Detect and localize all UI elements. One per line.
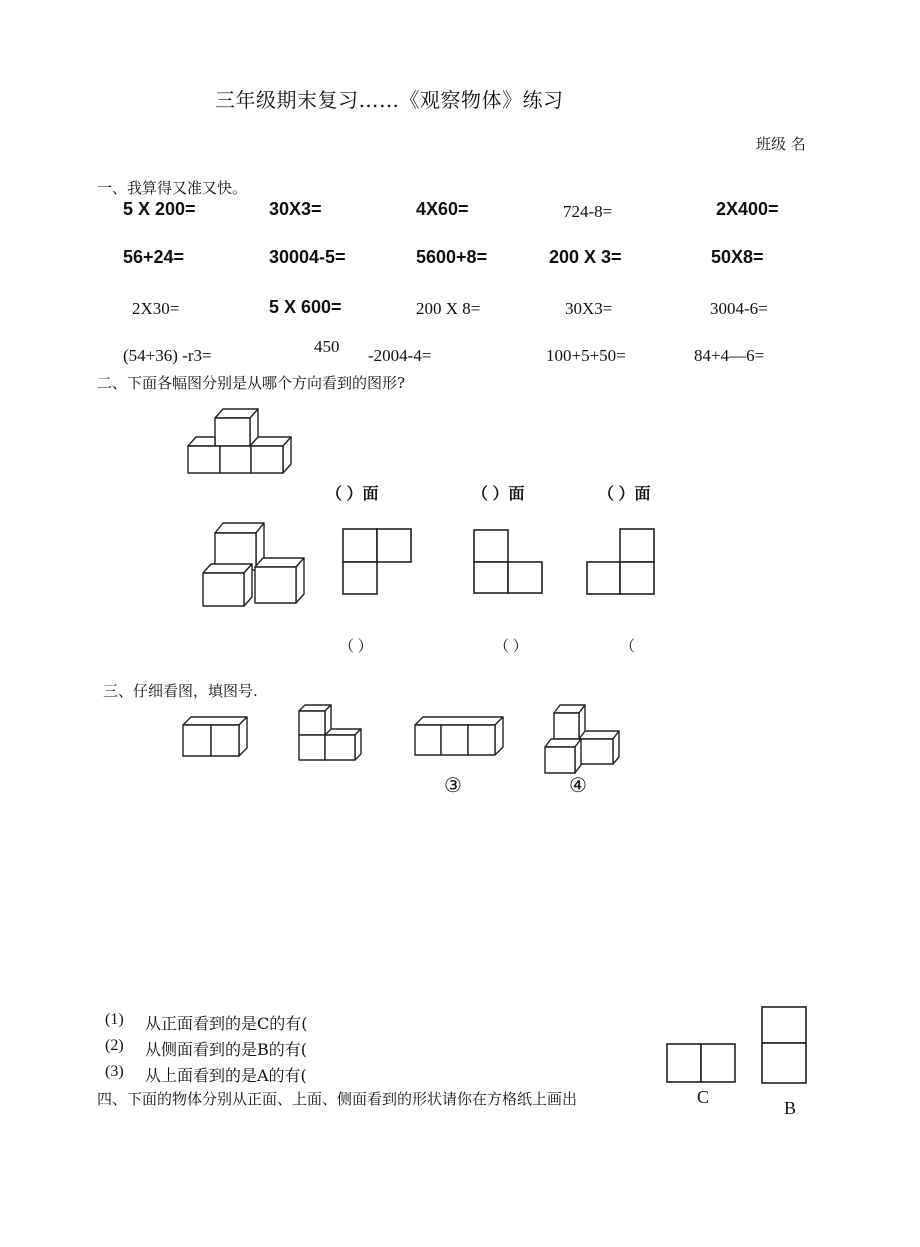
answer-paren: （ bbox=[620, 639, 636, 655]
section2-heading: 二、下面各幅图分别是从哪个方向看到的图形? bbox=[97, 374, 406, 392]
class-name-label: 班级 名 bbox=[756, 135, 806, 153]
problem: 30004-5= bbox=[269, 247, 346, 267]
question-text: 从上面看到的是A的有( bbox=[145, 1066, 307, 1085]
solid-figure-2 bbox=[297, 702, 367, 764]
face-label: （ ）面 bbox=[472, 486, 525, 503]
shape-c bbox=[666, 1043, 738, 1085]
view-shape-1 bbox=[342, 528, 414, 596]
answer-paren: （ ） bbox=[339, 639, 373, 655]
answer-paren: （ ） bbox=[494, 639, 528, 655]
problem: 30X3= bbox=[565, 299, 613, 318]
face-label: （ ）面 bbox=[598, 486, 651, 503]
problem: 724-8= bbox=[563, 202, 613, 221]
view-shape-2 bbox=[473, 529, 545, 595]
problem: 50X8= bbox=[711, 247, 764, 267]
shape-b bbox=[761, 1006, 809, 1086]
problem: 5 X 600= bbox=[269, 297, 342, 317]
problem: -2004-4= bbox=[368, 346, 432, 365]
solid-figure-4 bbox=[543, 702, 623, 776]
solid-figure-3 bbox=[413, 714, 505, 760]
question-text: 从侧面看到的是B的有( bbox=[145, 1040, 308, 1059]
problem: 2X30= bbox=[132, 299, 180, 318]
problem: 56+24= bbox=[123, 247, 185, 267]
question-number: (1) bbox=[105, 1011, 124, 1028]
problem: 2X400= bbox=[716, 199, 779, 219]
problem: 200 X 3= bbox=[549, 247, 622, 267]
figure-number: ③ bbox=[444, 775, 462, 797]
question-text: 从正面看到的是C的有( bbox=[145, 1014, 308, 1033]
section1-heading: 一、我算得又准又快。 bbox=[97, 179, 248, 197]
page-title: 三年级期末复习……《观察物体》练习 bbox=[215, 88, 564, 112]
face-label: （ ）面 bbox=[326, 486, 379, 503]
solid-figure-1 bbox=[181, 714, 251, 760]
problem: 30X3= bbox=[269, 199, 322, 219]
view-shape-3 bbox=[586, 528, 658, 596]
question-number: (3) bbox=[105, 1063, 124, 1080]
problem: 5600+8= bbox=[416, 247, 488, 267]
section3-heading: 三、仔细看图，填图号. bbox=[103, 682, 258, 700]
problem: 3004-6= bbox=[710, 299, 768, 318]
question-number: (2) bbox=[105, 1037, 124, 1054]
figure-number: ④ bbox=[569, 775, 587, 797]
problem: 4X60= bbox=[416, 199, 469, 219]
problem: (54+36) -r3= bbox=[123, 346, 212, 365]
solid-figure-b bbox=[200, 520, 310, 610]
problem: 100+5+50= bbox=[546, 346, 626, 365]
shape-c-label: C bbox=[697, 1087, 710, 1107]
shape-b-label: B bbox=[784, 1098, 797, 1118]
problem: 200 X 8= bbox=[416, 299, 481, 318]
solid-figure-a bbox=[185, 405, 295, 477]
problem-number: 450 bbox=[314, 337, 340, 356]
section4-heading: 四、下面的物体分别从正面、上面、侧面看到的形状请你在方格纸上画出 bbox=[97, 1090, 578, 1108]
problem: 5 X 200= bbox=[123, 199, 196, 219]
problem: 84+4—6= bbox=[694, 346, 765, 365]
